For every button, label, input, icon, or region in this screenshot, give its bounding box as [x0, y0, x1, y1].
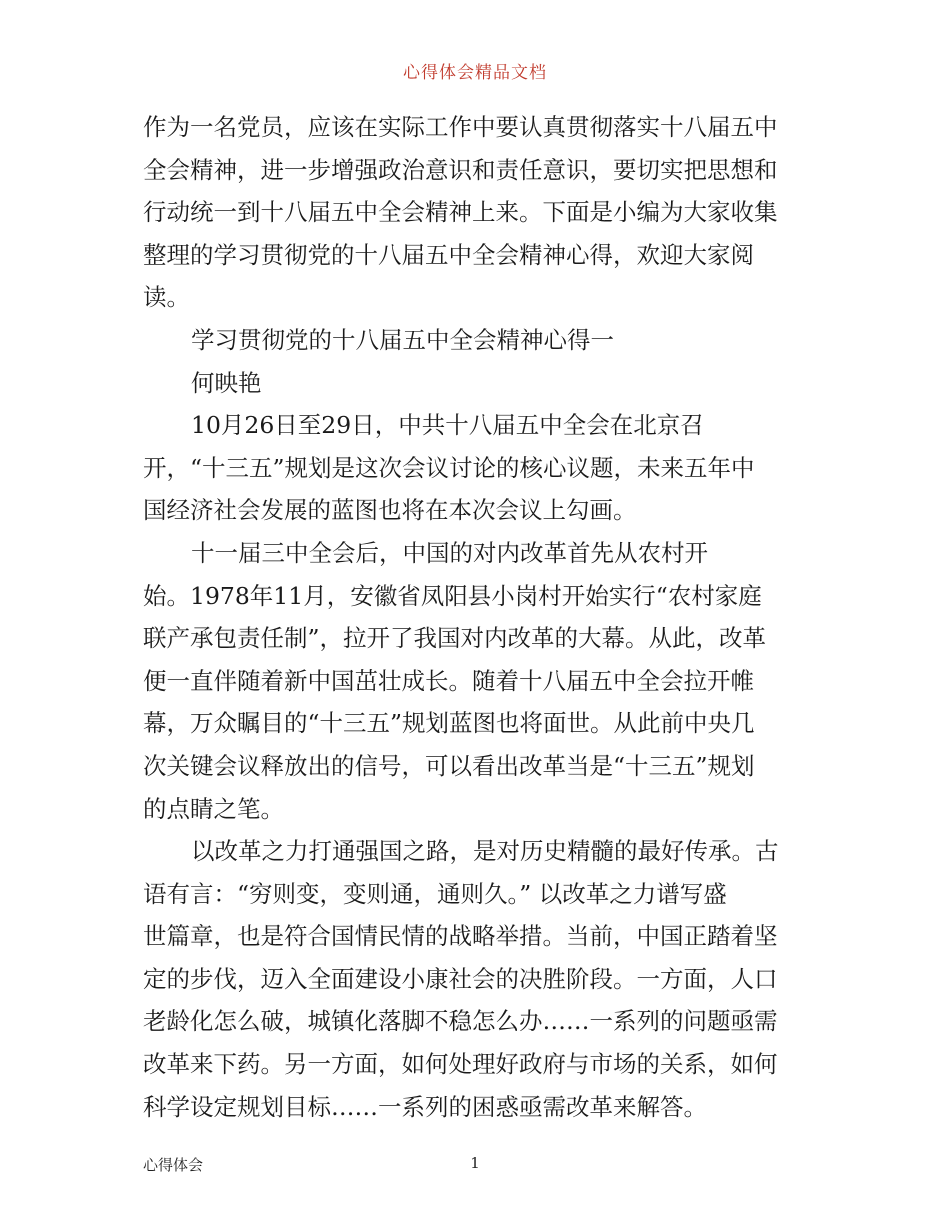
page-header-title: 心得体会精品文档	[403, 63, 547, 83]
text-line: 始。1978年11月，安徽省凤阳县小岗村开始实行“农村家庭	[143, 581, 762, 610]
text-line: 科学设定规划目标……一系列的困惑亟需改革来解答。	[143, 1092, 707, 1121]
text-line: 何映艳	[191, 368, 262, 397]
text-line: 整理的学习贯彻党的十八届五中全会精神心得，欢迎大家阅	[143, 240, 754, 269]
text-line: 十一届三中全会后，中国的对内改革首先从农村开	[191, 538, 708, 567]
text-line: 学习贯彻党的十八届五中全会精神心得一	[191, 325, 614, 354]
text-line: 的点睛之笔。	[143, 794, 284, 823]
document-body	[143, 106, 813, 1128]
text-line: 开，“十三五”规划是这次会议讨论的核心议题，未来五年中	[143, 453, 755, 482]
footer-label: 心得体会	[143, 1156, 204, 1174]
page-number: 1	[470, 1154, 480, 1172]
text-line: 幕，万众瞩目的“十三五”规划蓝图也将面世。从此前中央几	[143, 709, 755, 738]
text-line: 10月26日至29日，中共十八届五中全会在北京召	[191, 411, 704, 440]
text-line: 语有言：“穷则变，变则通，通则久。” 以改革之力谱写盛	[143, 879, 727, 908]
text-line: 便一直伴随着新中国茁壮成长。随着十八届五中全会拉开帷	[143, 666, 754, 695]
text-line: 全会精神，进一步增强政治意识和责任意识，要切实把思想和	[143, 155, 778, 184]
text-line: 读。	[143, 283, 190, 312]
text-line: 联产承包责任制”，拉开了我国对内改革的大幕。从此，改革	[143, 624, 767, 653]
text-line: 作为一名党员，应该在实际工作中要认真贯彻落实十八届五中	[143, 113, 778, 141]
text-line: 以改革之力打通强国之路，是对历史精髓的最好传承。古	[191, 837, 779, 866]
text-line: 行动统一到十八届五中全会精神上来。下面是小编为大家收集	[143, 198, 778, 227]
text-line: 世篇章，也是符合国情民情的战略举措。当前，中国正踏着坚	[143, 922, 778, 951]
text-line: 国经济社会发展的蓝图也将在本次会议上勾画。	[143, 496, 637, 525]
text-line: 次关键会议释放出的信号，可以看出改革当是“十三五”规划	[143, 751, 755, 780]
text-line: 改革来下药。另一方面，如何处理好政府与市场的关系，如何	[143, 1050, 778, 1079]
text-line: 老龄化怎么破，城镇化落脚不稳怎么办……一系列的问题亟需	[143, 1007, 778, 1036]
text-line: 定的步伐，迈入全面建设小康社会的决胜阶段。一方面，人口	[143, 964, 778, 993]
